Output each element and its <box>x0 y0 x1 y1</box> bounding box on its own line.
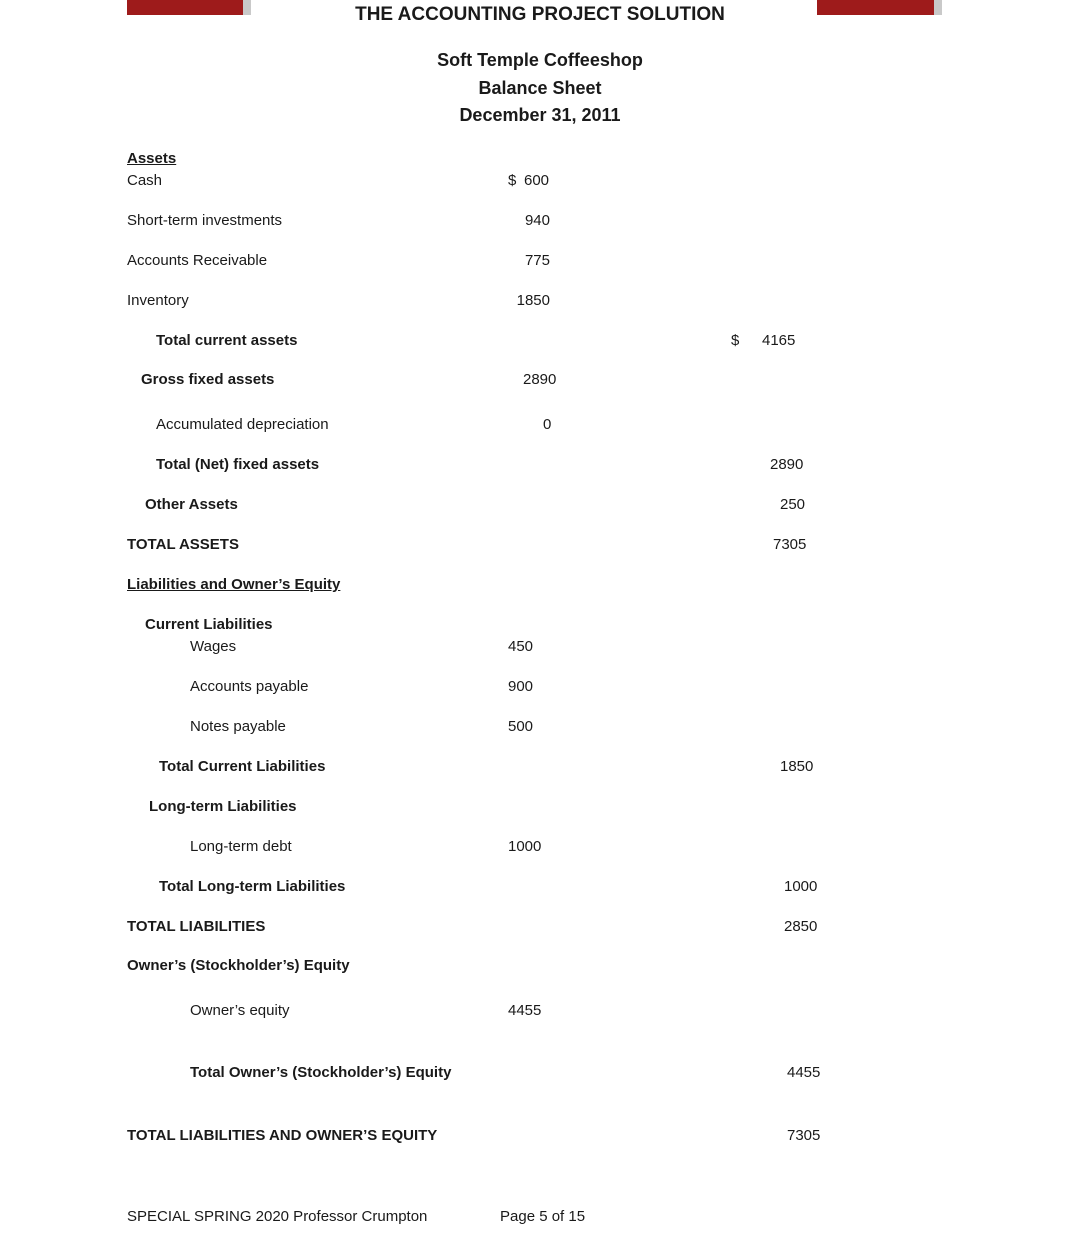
short-term-investments-value: 940 <box>524 212 550 229</box>
current-liabilities-heading: Current Liabilities <box>145 616 273 633</box>
total-equity-value: 4455 <box>787 1064 821 1081</box>
total-equity-label: Total Owner’s (Stockholder’s) Equity <box>190 1064 452 1081</box>
long-term-liabilities-heading: Long-term Liabilities <box>149 798 297 815</box>
notes-payable-label: Notes payable <box>190 718 286 735</box>
statement-title: Balance Sheet <box>478 78 602 98</box>
accounts-payable-label: Accounts payable <box>190 678 309 695</box>
wages-label: Wages <box>190 638 237 655</box>
long-term-debt-label: Long-term debt <box>190 838 292 855</box>
gross-fixed-assets-value: 2890 <box>523 371 557 388</box>
footer-course: SPECIAL SPRING 2020 Professor Crumpton <box>127 1208 428 1225</box>
owners-equity-label: Owner’s equity <box>190 1002 290 1019</box>
total-current-liabilities-label: Total Current Liabilities <box>159 758 326 775</box>
total-liabilities-equity-label: TOTAL LIABILITIES AND OWNER’S EQUITY <box>127 1127 438 1144</box>
total-current-assets-currency: $ <box>731 332 740 349</box>
total-liabilities-label: TOTAL LIABILITIES <box>127 918 266 935</box>
total-long-term-liabilities-label: Total Long-term Liabilities <box>159 878 346 895</box>
cash-currency: $ <box>508 172 517 189</box>
cash-label: Cash <box>127 172 163 189</box>
total-current-assets-label: Total current assets <box>156 332 298 349</box>
wages-value: 450 <box>508 638 534 655</box>
total-liabilities-equity-value: 7305 <box>787 1127 821 1144</box>
accounts-payable-value: 900 <box>508 678 534 695</box>
cash-value: 600 <box>524 172 550 189</box>
owners-equity-value: 4455 <box>508 1002 542 1019</box>
total-net-fixed-assets-value: 2890 <box>770 456 804 473</box>
total-assets-value: 7305 <box>773 536 807 553</box>
total-current-liabilities-value: 1850 <box>780 758 814 775</box>
long-term-debt-value: 1000 <box>508 838 542 855</box>
assets-heading: Assets <box>127 150 177 167</box>
accumulated-depreciation-label: Accumulated depreciation <box>156 416 329 433</box>
total-long-term-liabilities-value: 1000 <box>784 878 818 895</box>
other-assets-label: Other Assets <box>145 496 238 513</box>
total-net-fixed-assets-label: Total (Net) fixed assets <box>156 456 320 473</box>
accumulated-depreciation-value: 0 <box>543 416 552 433</box>
footer-page-number: Page 5 of 15 <box>500 1208 586 1225</box>
liabilities-equity-heading: Liabilities and Owner’s Equity <box>127 576 341 593</box>
statement-date: December 31, 2011 <box>459 105 621 125</box>
gross-fixed-assets-label: Gross fixed assets <box>141 371 275 388</box>
short-term-investments-label: Short-term investments <box>127 212 283 229</box>
document-title: THE ACCOUNTING PROJECT SOLUTION <box>355 4 725 25</box>
equity-heading: Owner’s (Stockholder’s) Equity <box>127 957 350 974</box>
accounts-receivable-value: 775 <box>524 252 550 269</box>
inventory-label: Inventory <box>127 292 189 309</box>
accounts-receivable-label: Accounts Receivable <box>127 252 268 269</box>
other-assets-value: 250 <box>780 496 806 513</box>
company-name: Soft Temple Coffeeshop <box>437 50 643 70</box>
total-assets-label: TOTAL ASSETS <box>127 536 239 553</box>
inventory-value: 1850 <box>516 292 550 309</box>
total-current-assets-value: 4165 <box>762 332 796 349</box>
notes-payable-value: 500 <box>508 718 534 735</box>
total-liabilities-value: 2850 <box>784 918 818 935</box>
